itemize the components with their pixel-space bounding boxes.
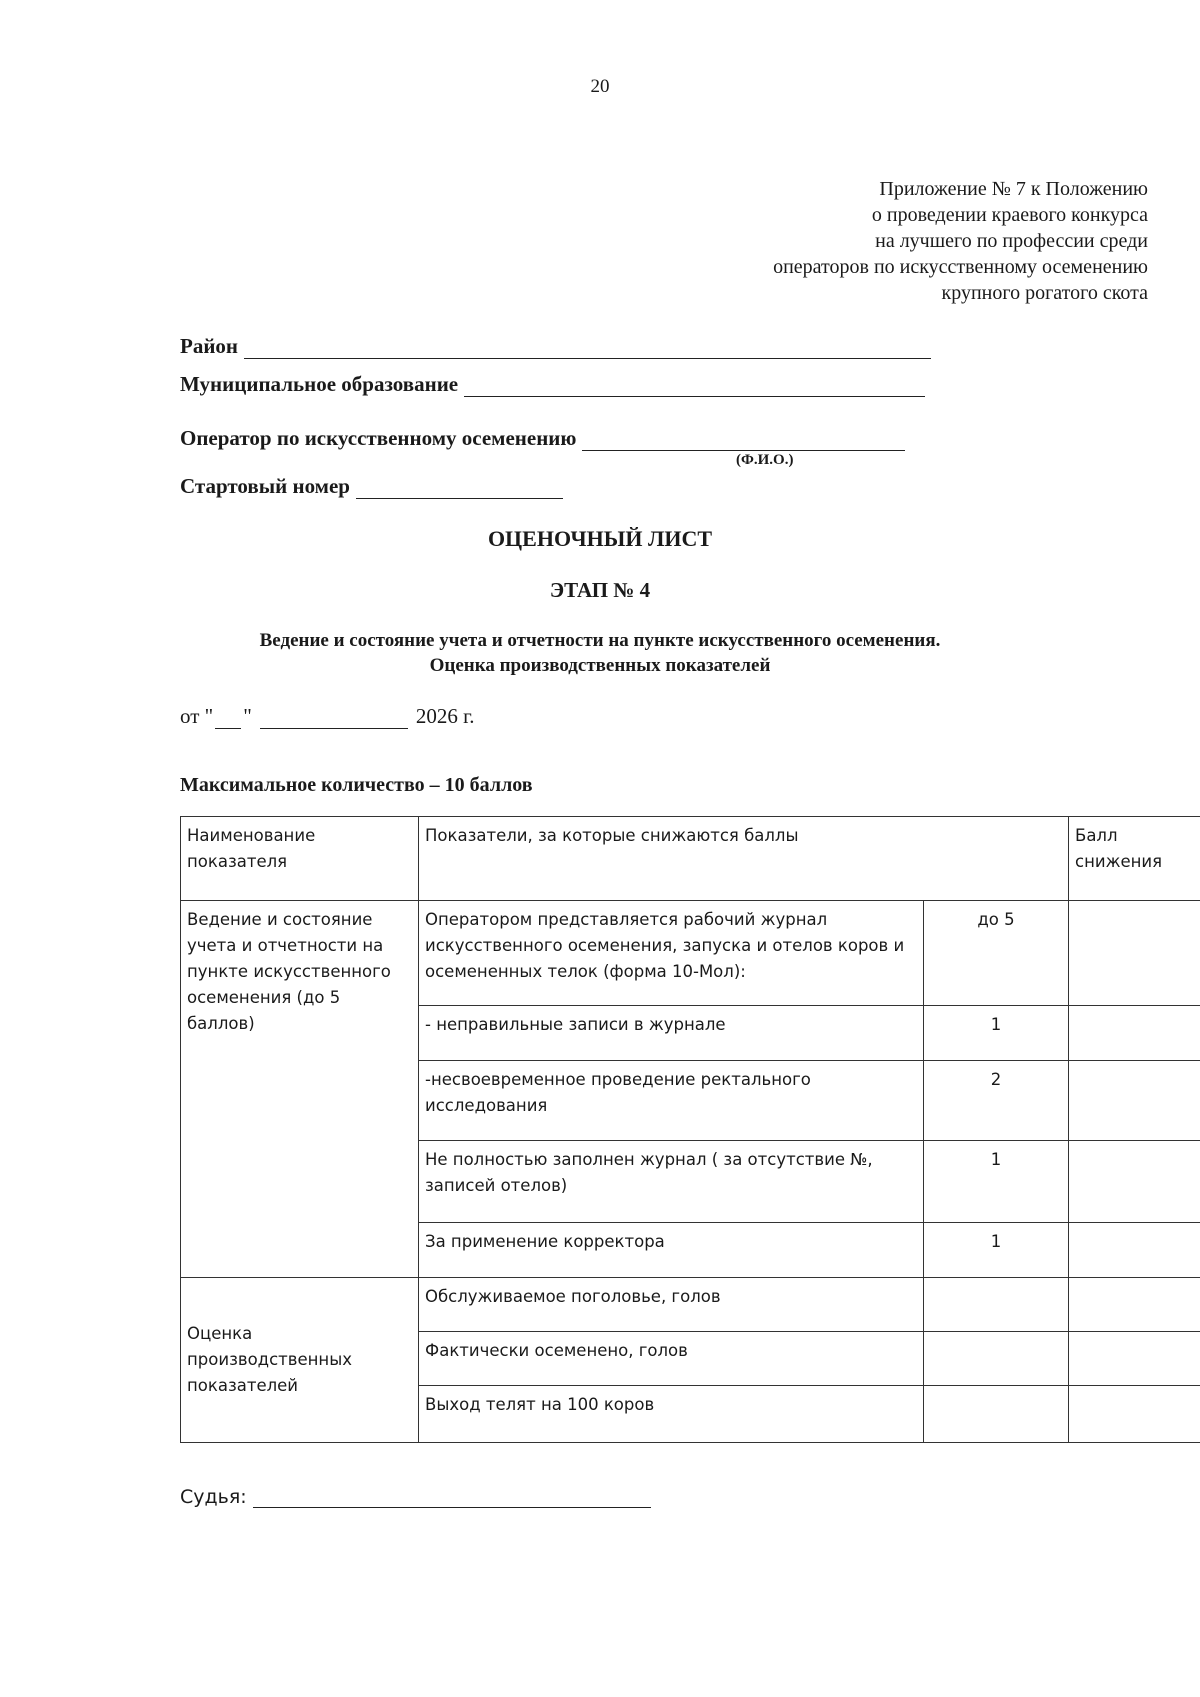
table-row — [181, 1278, 1200, 1332]
judge-field — [180, 1486, 651, 1508]
district-field — [180, 334, 931, 359]
appendix-line: Приложение № 7 к Положению — [879, 178, 1148, 200]
municipality-blank[interactable] — [464, 374, 925, 397]
district-blank[interactable] — [244, 336, 931, 359]
table-row — [181, 901, 1200, 1006]
date-prefix: от " — [180, 704, 214, 728]
max-score: Максимальное количество – 10 баллов — [180, 774, 533, 796]
appendix-line: на лучшего по профессии среди — [875, 230, 1148, 252]
section1-name: Ведение и состояние учета и отчетности на пункте искусственного осеменения (до 5 баллов) — [181, 901, 419, 1278]
date-year: 2026 г. — [415, 704, 475, 728]
score-cell[interactable] — [1069, 1332, 1200, 1386]
date-quote-close: " — [243, 704, 252, 728]
score-cell[interactable] — [1069, 1061, 1200, 1141]
header-score: Балл снижения — [1069, 817, 1200, 901]
fio-hint: (Ф.И.О.) — [736, 452, 794, 468]
header-indicators: Показатели, за которые снижаются баллы — [419, 817, 1069, 901]
day-blank[interactable] — [215, 708, 241, 729]
subtitle-line-2: Оценка производственных показателей — [429, 655, 771, 676]
indicator-text: Обслуживаемое поголовье, голов — [419, 1278, 924, 1332]
indicator-text: Не полностью заполнен журнал ( за отсутствие №, записей отелов) — [419, 1141, 924, 1223]
indicator-text: -несвоевременное проведение ректального исследования — [419, 1061, 924, 1141]
indicator-text: Выход телят на 100 коров — [419, 1386, 924, 1443]
score-cell[interactable] — [1069, 1141, 1200, 1223]
indicator-points: 1 — [924, 1006, 1069, 1061]
evaluation-table — [180, 816, 1200, 1443]
points-cell[interactable] — [924, 1386, 1069, 1443]
score-cell[interactable] — [1069, 1223, 1200, 1278]
subtitle-line-1: Ведение и состояние учета и отчетности на пункте искусственного осеменения. — [259, 630, 941, 651]
date-line — [180, 704, 475, 729]
operator-field — [180, 426, 905, 451]
judge-label: Судья: — [180, 1486, 247, 1508]
section2-name: Оценка производственных показателей — [181, 1278, 419, 1443]
operator-blank[interactable] — [582, 428, 905, 451]
municipality-label: Муниципальное образование — [180, 372, 459, 396]
indicator-text: За применение корректора — [419, 1223, 924, 1278]
start-number-blank[interactable] — [356, 476, 563, 499]
score-cell[interactable] — [1069, 1006, 1200, 1061]
start-number-field — [180, 474, 563, 499]
indicator-points: 1 — [924, 1223, 1069, 1278]
indicator-text: - неправильные записи в журнале — [419, 1006, 924, 1061]
appendix-note — [773, 176, 1148, 306]
start-number-label: Стартовый номер — [180, 474, 350, 498]
score-cell[interactable] — [1069, 1278, 1200, 1332]
indicator-text: Фактически осеменено, голов — [419, 1332, 924, 1386]
indicator-points: до 5 — [924, 901, 1069, 1006]
indicator-points: 1 — [924, 1141, 1069, 1223]
appendix-line: операторов по искусственному осеменению — [773, 256, 1148, 278]
appendix-line: о проведении краевого конкурса — [871, 204, 1148, 226]
score-cell[interactable] — [1069, 901, 1200, 1006]
judge-signature-blank[interactable] — [253, 1487, 651, 1508]
points-cell[interactable] — [924, 1278, 1069, 1332]
indicator-text: Оператором представляется рабочий журнал искусственного осеменения, запуска и отелов коров и осемененных телок (форма 10-Мол): — [419, 901, 924, 1006]
month-blank[interactable] — [260, 708, 408, 729]
district-label: Район — [180, 334, 239, 358]
header-name: Наименование показателя — [181, 817, 419, 901]
page-number: 20 — [590, 76, 610, 97]
stage-title: ЭТАП № 4 — [549, 578, 651, 602]
operator-label: Оператор по искусственному осеменению — [180, 426, 577, 450]
table-header-row — [181, 817, 1200, 901]
municipality-field — [180, 372, 925, 397]
score-cell[interactable] — [1069, 1386, 1200, 1443]
appendix-line: крупного рогатого скота — [941, 282, 1148, 304]
document-title: ОЦЕНОЧНЫЙ ЛИСТ — [487, 526, 713, 551]
points-cell[interactable] — [924, 1332, 1069, 1386]
indicator-points: 2 — [924, 1061, 1069, 1141]
